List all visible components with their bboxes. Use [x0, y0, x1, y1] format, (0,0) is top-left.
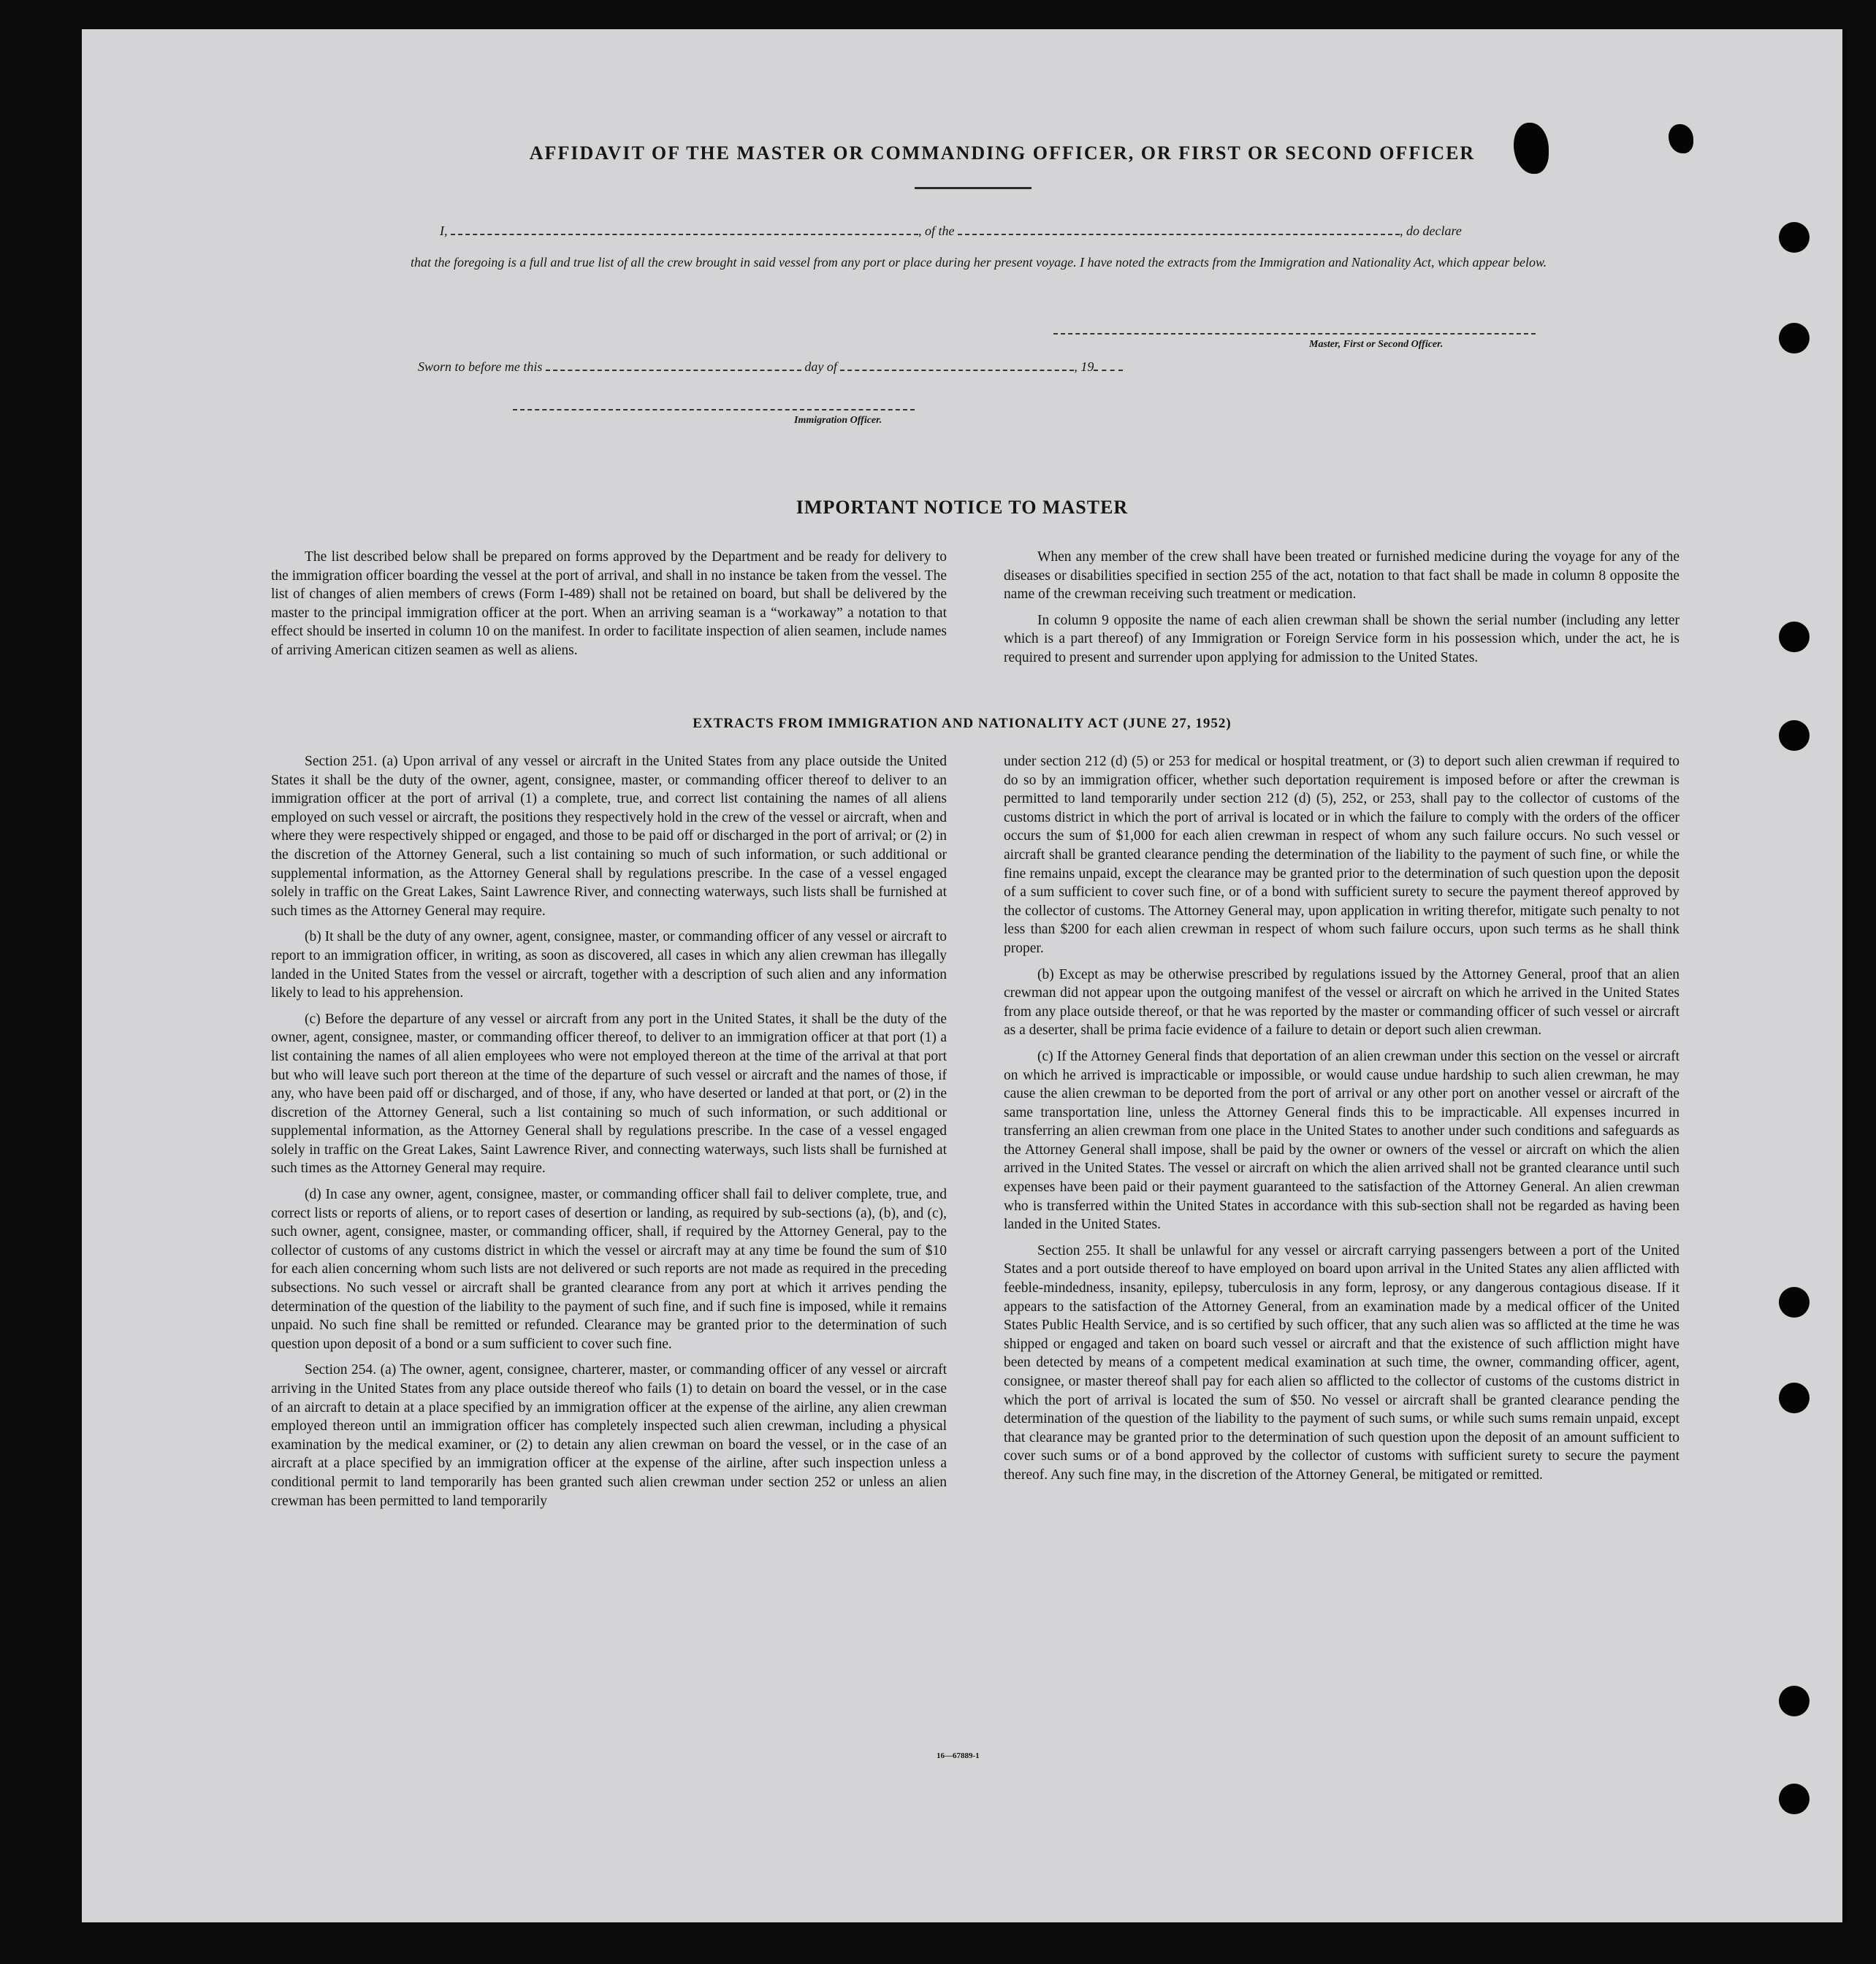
master-caption: Master, First or Second Officer.	[1309, 339, 1444, 350]
extracts-left-column	[271, 752, 947, 1518]
sworn-line	[418, 356, 1123, 375]
sworn-month-blank	[840, 356, 1074, 371]
notice-left-column	[271, 548, 947, 668]
sworn-label: Sworn to before me this	[418, 359, 543, 374]
section-251d: (d) In case any owner, agent, consignee, master, or commanding officer shall fail to deliver complete, true, and correct lists or reports of aliens, or to report cases of desertion or landing, as required by sub-sections (a), (b), and (c), such owner, agent, consignee, master, or commanding officer, shall, if required by the Attorney General, pay to the collector of customs of any customs district in which the vessel or aircraft may at any time be found the sum of $10 for each alien concerning whom such lists are not delivered or such reports are not made as required in the preceding subsections. No such vessel or aircraft shall be granted clearance from any port at which it arrives pending the determination of the question of the liability to the payment of such fine, and if such fine is imposed, while it remains unpaid. No such fine shall be remitted or refunded. Clearance may be granted prior to the determination of such question upon deposit of a bond or a sum sufficient to cover such fine.	[271, 1187, 947, 1352]
of-the-label: , of the	[918, 223, 955, 238]
name-blank	[451, 221, 918, 235]
section-254a-continued: under section 212 (d) (5) or 253 for medical or hospital treatment, or (3) to deport such alien crewman if required to do so by an immigration officer, whether such deportation requirement is imposed before or after the crewman is permitted to land temporarily under section 212 (d) (5), 252, or 253, shall pay to the collector of customs of the customs district in which the port of arrival is located or in which the failure to comply with the orders of the officer occurs the sum of $1,000 for each alien crewman in respect of whom any such failure occurs. No such vessel or aircraft shall be granted clearance pending the determination of the liability to the payment of such fine, or while the fine remains unpaid, except the clearance may be granted prior to the determination of such question upon the deposit of a sum sufficient to cover such fine, or of a bond with sufficient surety to secure the payment thereof approved by the collector of customs. The Attorney General may, upon application in writing therefor, mitigate such penalty to not less than $200 for each alien crewman in respect of whom such failure occurs, upon such terms as he shall think proper.	[1004, 754, 1679, 956]
notice-paragraph: When any member of the crew shall have been treated or furnished medicine during the voyage for any of the diseases or disabilities specified in section 255 of the act, notation to that fact shall be made in column 8 opposite the name of the crewman receiving such treatment or medication.	[1004, 549, 1679, 603]
declaration-text: that the foregoing is a full and true list of all the crew brought in said vessel from any port or place during her present voyage. I have noted the extracts from the Immigration and Nationality Act, which appear below.	[411, 255, 1547, 270]
officer-signature-line	[513, 409, 915, 410]
ink-blot	[1669, 124, 1693, 153]
punch-hole	[1779, 1383, 1810, 1413]
vessel-blank	[958, 221, 1400, 235]
notice-right-column	[1004, 548, 1679, 675]
i-label: I,	[440, 223, 448, 238]
document-page	[82, 29, 1842, 1922]
sworn-year-blank	[1094, 356, 1123, 371]
day-of-label: day of	[804, 359, 837, 374]
officer-caption: Immigration Officer.	[794, 415, 882, 426]
sworn-day-blank	[546, 356, 801, 371]
punch-hole	[1779, 1686, 1810, 1716]
do-declare-label: , do declare	[1400, 223, 1462, 238]
ink-blot	[1514, 123, 1549, 174]
master-signature-line	[1053, 333, 1536, 335]
section-254a: Section 254. (a) The owner, agent, consignee, charterer, master, or commanding officer of any vessel or aircraft arriving in the United States from any place outside thereof who fails (1) to detain on board the vessel, or in the case of an aircraft to detain at a place specified by an immigration officer at the expense of the airline, any alien crewman employed thereon until an immigration officer has completely inspected such alien crewman, including a physical examination by the medical examiner, or (2) to detain any alien crewman on board the vessel, or in the case of an aircraft at a place specified by an immigration officer at the expense of the airline, after such inspection unless a conditional permit to land temporarily has been granted such alien crewman under section 252 or unless an alien crewman has been permitted to land temporarily	[271, 1362, 947, 1509]
title-underline	[915, 187, 1032, 189]
section-254b: (b) Except as may be otherwise prescribed by regulations issued by the Attorney General, proof that an alien crewman did not appear upon the outgoing manifest of the vessel or aircraft on which he arrived in the United States from any place outside thereof, or that he was reported by the master or commanding officer of such vessel or aircraft as a deserter, shall be prima facie evidence of a failure to detain or deport such alien crewman.	[1004, 966, 1679, 1039]
form-code: 16—67889-1	[937, 1751, 980, 1760]
section-255: Section 255. It shall be unlawful for any vessel or aircraft carrying passengers between a port of the United States and a port outside thereof to have employed on board upon arrival in the United States any alien afflicted with feeble-mindedness, insanity, epilepsy, tuberculosis in any form, leprosy, or any dangerous contagious disease. If it appears to the satisfaction of the Attorney General, from an examination made by a medical officer of the United States Public Health Service, and is so certified by such officer, that any such alien was so afflicted at the time he was shipped or engaged and taken on board such vessel or aircraft and that the existence of such affliction might have been detected by means of a competent medical examination at such time, the owner, commanding officer, agent, consignee, or master thereof shall pay for each alien so afflicted to the collector of customs of the customs district in which the port of arrival is located the sum of $50. No vessel or aircraft shall be granted clearance pending the determination of the question of the liability to the payment of such sums, or while such sums remain unpaid, except that clearance may be granted prior to the determination of such question upon the deposit of an amount sufficient to cover such sums or of a bond approved by the collector of customs with sufficient surety to secure the payment thereof. Any such fine may, in the discretion of the Attorney General, be mitigated or remitted.	[1004, 1242, 1679, 1483]
notice-paragraph: The list described below shall be prepared on forms approved by the Department and be ready for delivery to the immigration officer boarding the vessel at the port of arrival, and shall in no instance be taken from the vessel. The list of changes of alien members of crews (Form I-489) shall not be retained on board, but shall be delivered by the master to the principal immigration officer at the port. When an arriving seaman is a “workaway” a notation to that effect should be inserted in column 10 on the manifest. In order to facilitate inspection of alien seamen, include names of arriving American citizen seamen as well as aliens.	[271, 549, 947, 658]
section-251b: (b) It shall be the duty of any owner, agent, consignee, master, or commanding officer of any vessel or aircraft to report to an immigration officer, in writing, as soon as discovered, all cases in which any alien crewman has illegally landed in the United States from the vessel or aircraft, together with a description of such alien and any information likely to lead to his apprehension.	[271, 929, 947, 1001]
punch-hole	[1779, 1287, 1810, 1318]
punch-hole	[1779, 323, 1810, 354]
extracts-right-column	[1004, 752, 1679, 1492]
section-254c: (c) If the Attorney General finds that deportation of an alien crewman under this section on the vessel or aircraft on which he arrived is impracticable or impossible, or would cause undue hardship to such alien crewman, he may cause the alien crewman to be deported from the port of arrival or any other port on another vessel or aircraft of the same transportation line, unless the Attorney General finds this to be impracticable. All expenses incurred in transferring an alien crewman from one place in the United States to another under such conditions and safeguards as the Attorney General shall impose, shall be paid by the owner or owners of the vessel or aircraft on which the alien arrived in the United States. The vessel or aircraft on which the alien arrived shall not be granted clearance until such expenses have been paid or their payment guaranteed to the satisfaction of the Attorney General. An alien crewman who is transferred within the United States in accordance with this sub-section shall not be regarded as having been landed in the United States.	[1004, 1048, 1679, 1233]
section-251c: (c) Before the departure of any vessel or aircraft from any port in the United States, it shall be the duty of the owner, agent, consignee, master, or commanding officer thereof, to deliver to an immigration officer at that port (1) a list containing the names of all alien employees who were not employed thereon at the time of the arrival at that port but who will leave such port thereon at the time of the departure of such vessel or aircraft and the names of those, if any, who have been paid off or discharged, and of those, if any, who have deserted or landed at that port, or (2) in the discretion of the Attorney General, such a list containing so much of such information, or such additional or supplemental information, as the Attorney General shall by regulations prescribe. In the case of a vessel engaged solely in traffic on the Great Lakes, Saint Lawrence River, and connecting waterways, such lists shall be furnished at such times as the Attorney General may require.	[271, 1011, 947, 1177]
extracts-title: EXTRACTS FROM IMMIGRATION AND NATIONALITY ACT (JUNE 27, 1952)	[693, 716, 1232, 731]
notice-paragraph: In column 9 opposite the name of each alien crewman shall be shown the serial number (including any letter which is a part thereof) of any Immigration or Foreign Service form in his possession which, under the act, he is required to present and surrender upon applying for admission to the United States.	[1004, 612, 1679, 665]
year-label: , 19	[1074, 359, 1094, 374]
punch-hole	[1779, 720, 1810, 751]
notice-title: IMPORTANT NOTICE TO MASTER	[796, 497, 1129, 518]
punch-hole	[1779, 622, 1810, 652]
affidavit-title: AFFIDAVIT OF THE MASTER OR COMMANDING OFFICER, OR FIRST OR SECOND OFFICER	[529, 142, 1476, 164]
section-251a: Section 251. (a) Upon arrival of any vessel or aircraft in the United States from any place outside the United States it shall be the duty of the owner, agent, consignee, master, or commanding officer thereof to deliver to an immigration officer at the port of arrival (1) a complete, true, and correct list containing the names of all aliens employed on such vessel or aircraft, the positions they respectively hold in the crew of the vessel or aircraft, when and where they were respectively shipped or engaged, and those to be paid off or discharged in the port of arrival; or (2) in the discretion of the Attorney General, such a list containing so much of such information, or such additional or supplemental information, as the Attorney General shall by regulations prescribe. In the case of a vessel engaged solely in traffic on the Great Lakes, Saint Lawrence River, and connecting waterways, such lists shall be furnished at such times as the Attorney General may require.	[271, 754, 947, 919]
punch-hole	[1779, 1784, 1810, 1814]
declaration-first-line	[440, 221, 1462, 239]
punch-hole	[1779, 222, 1810, 253]
